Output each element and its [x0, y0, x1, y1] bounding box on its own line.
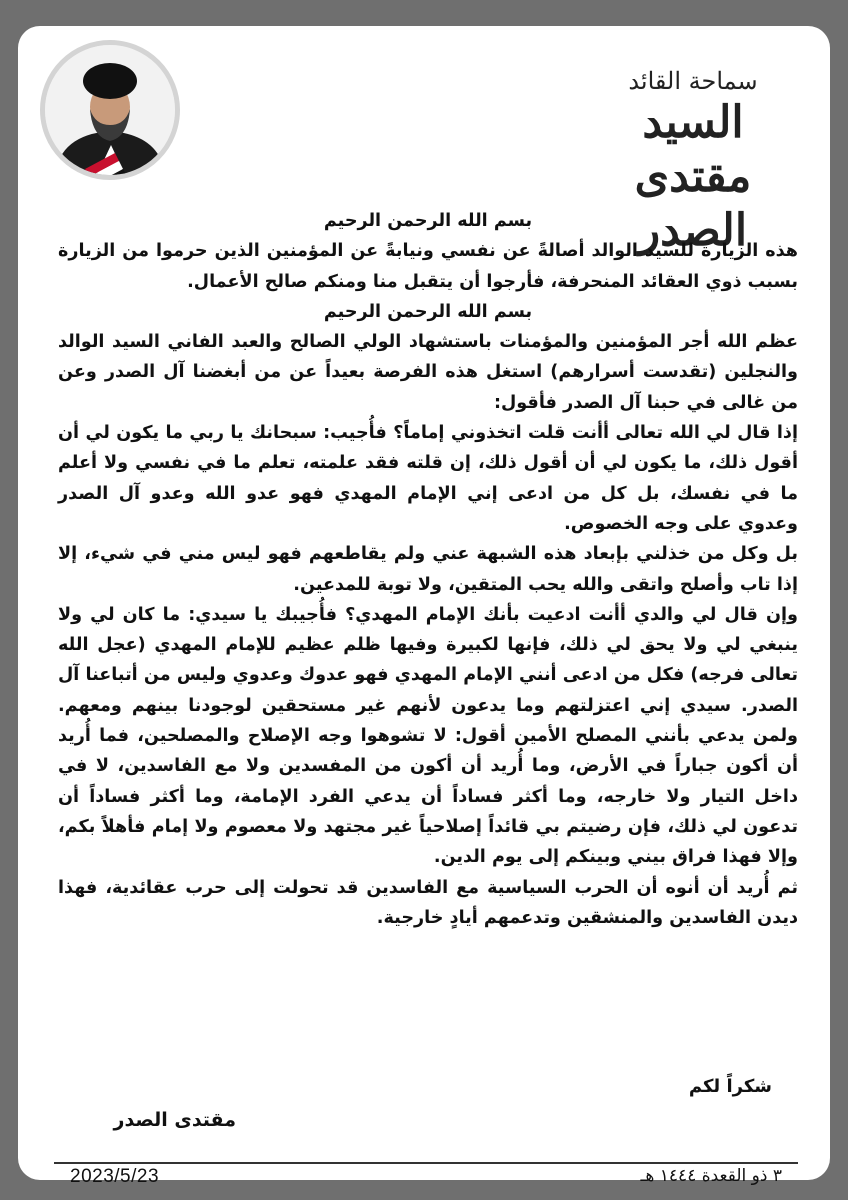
- signature-name: مقتدى الصدر: [113, 1109, 236, 1131]
- paragraph: عظم الله أجر المؤمنين والمؤمنات باستشهاد الولي الصالح والعبد الفاني السيد الوالد والنجلين (تقدست أسرارهم) استغل هذه الفرصة بعيداً عن من أبغضنا آل الصدر وعن من غالى في حبنا آل الصدر فأقول:: [58, 332, 798, 413]
- paragraph: بسم الله الرحمن الرحيم: [323, 301, 533, 322]
- paragraph: وإن قال لي والدي أأنت ادعيت بأنك الإمام المهدي؟ فأُجيبك يا سيدي: ما كان لي ولا ينبغي لي ولا يحق لي ذلك، فإنها لكبيرة وفيها ظلم عظيم للإمام المهدي (عجل الله تعالى فرجه) فكل من ادعى أنني الإمام المهدي فهو عدوك وعدوي وليس من أتباعنا آل الصدر. سيدي إني اعتزلتهم وما يدعون لأنهم غير مستحقين لوجودنا بينهم ومعهم. ولمن يدعي بأنني المصلح الأمين أقول: لا تشوهوا وجه الإصلاح والمصلحين، فما أُريد أن أكون جباراً في الأرض، وما أُريد أن أكون من المفسدين ولا مع الفاسدين، لا في داخل التيار ولا خارجه، وما أكثر فساداً أن يدعي الفرد الإمامة، وما أكثر فساداً أن تدعون لي ذلك، فإن رضيتم بي قائداً إصلاحياً غير مجتهد ولا معصوم ولا إمام فأهلاً بكم، وإلا فهذا فراق بيني وبينكم إلى يوم الدين.: [58, 604, 798, 868]
- date-gregorian: 2023/5/23: [70, 1166, 160, 1187]
- date-hijri: ٣ ذو القعدة ١٤٤٤ هـ: [640, 1166, 782, 1186]
- letter-page: [18, 26, 830, 1187]
- paragraph: بسم الله الرحمن الرحيم: [323, 211, 533, 231]
- letter-body: [58, 206, 798, 933]
- paragraph: ثم أُريد أن أنوه أن الحرب السياسية مع الفاسدين قد تحولت إلى حرب عقائدية، فهذا ديدن الفاسدين والمنشقين وتدعمهم أيادٍ خارجية.: [58, 877, 798, 928]
- closing-thanks: شكراً لكم: [688, 1076, 772, 1097]
- paragraph: إذا قال لي الله تعالى أأنت قلت اتخذوني إماماً؟ فأُجيب: سبحانك يا ربي ما يكون لي أن أقول ذلك، ما يكون لي أن أقول ذلك، إن قلته فقد علمته، تعلم ما في نفسي ولا أعلم ما في نفسك، بل كل من ادعى إني الإمام المهدي فهو عدو الله وعدو آل الصدر وعدوي على وجه الخصوص.: [58, 423, 798, 534]
- header-title-small: سماحة القائد: [628, 67, 758, 95]
- header-calligraphy: [578, 66, 808, 256]
- paragraph: بل وكل من خذلني بإبعاد هذه الشبهة عني ولم يقاطعهم فهو ليس مني في شيء، إلا إذا تاب وأصلح واتقى والله يحب المتقين، ولا توبة للمدعين.: [58, 544, 798, 595]
- portrait-avatar: [40, 40, 180, 180]
- header-title-big: السيد مقتدى الصدر: [634, 97, 752, 256]
- portrait-image: [45, 45, 175, 175]
- footer-divider: [54, 1162, 798, 1164]
- paragraph: هذه الزيارة للسيد الوالد أصالةً عن نفسي ونيابةً عن المؤمنين الذين حرموا من الزيارة بسبب ذوي العقائد المنحرفة، فأرجوا أن يتقبل منا ومنكم صالح الأعمال.: [58, 241, 798, 292]
